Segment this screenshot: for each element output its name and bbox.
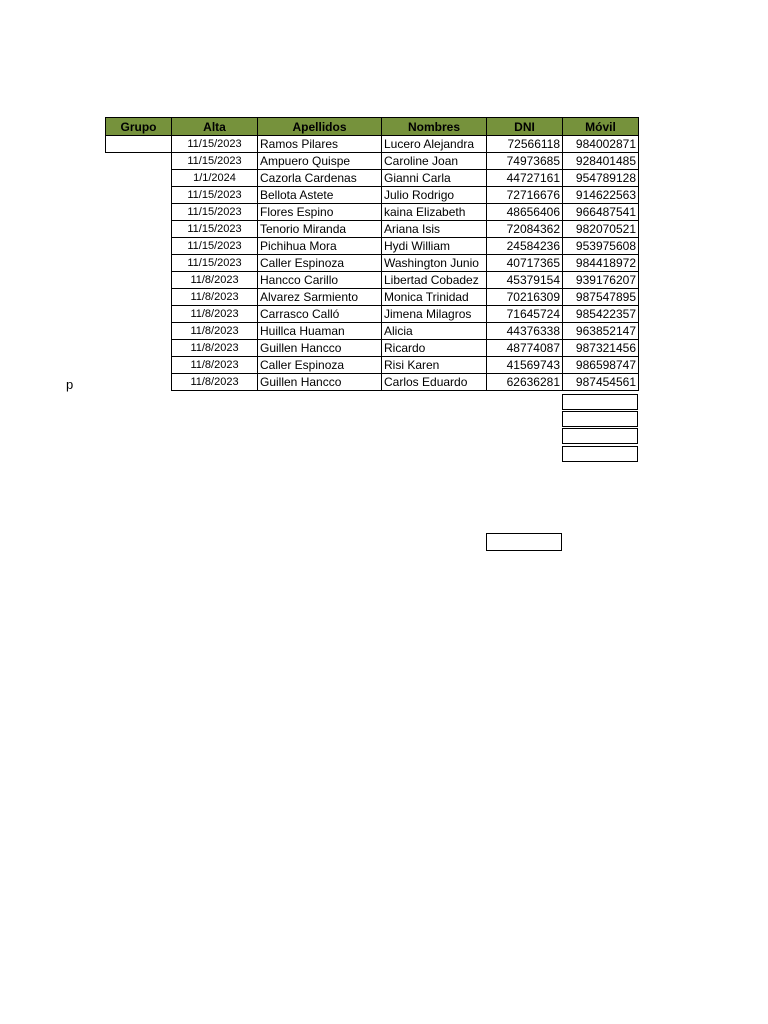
cell-apellidos[interactable]: Flores Espino [258,204,382,221]
cell-apellidos[interactable]: Guillen Hancco [258,374,382,391]
cell-grupo[interactable] [106,272,172,289]
cell-movil[interactable]: 982070521 [563,221,639,238]
cell-movil[interactable]: 986598747 [563,357,639,374]
cell-alta[interactable]: 11/15/2023 [172,238,258,255]
cell-movil[interactable]: 984002871 [563,136,639,153]
cell-dni[interactable]: 24584236 [487,238,563,255]
cell-apellidos[interactable]: Bellota Astete [258,187,382,204]
cell-apellidos[interactable]: Carrasco Calló [258,306,382,323]
cell-grupo[interactable] [106,374,172,391]
cell-apellidos[interactable]: Alvarez Sarmiento [258,289,382,306]
cell-alta[interactable]: 11/8/2023 [172,340,258,357]
cell-dni[interactable]: 62636281 [487,374,563,391]
table-row [106,306,639,323]
header-movil[interactable]: Móvil [563,118,639,136]
cell-alta[interactable]: 11/8/2023 [172,357,258,374]
cell-dni[interactable]: 72716676 [487,187,563,204]
cell-grupo[interactable] [106,204,172,221]
cell-alta[interactable]: 1/1/2024 [172,170,258,187]
cell-dni[interactable]: 72566118 [487,136,563,153]
header-dni[interactable]: DNI [487,118,563,136]
table-row [106,187,639,204]
cell-dni[interactable]: 41569743 [487,357,563,374]
table-row [106,255,639,272]
cell-grupo[interactable] [106,221,172,238]
cell-alta[interactable]: 11/15/2023 [172,136,258,153]
cell-movil[interactable]: 984418972 [563,255,639,272]
cell-movil[interactable]: 914622563 [563,187,639,204]
cell-apellidos[interactable]: Ampuero Quispe [258,153,382,170]
cell-apellidos[interactable]: Caller Espinoza [258,357,382,374]
cell-dni[interactable]: 74973685 [487,153,563,170]
header-nombres[interactable]: Nombres [382,118,487,136]
table-row [106,374,639,391]
cell-nombres[interactable]: Julio Rodrigo [382,187,487,204]
cell-movil[interactable]: 954789128 [563,170,639,187]
table-row [106,289,639,306]
empty-cell[interactable] [562,394,638,410]
table-row [106,323,639,340]
cell-movil[interactable]: 939176207 [563,272,639,289]
header-grupo[interactable]: Grupo [106,118,172,136]
stray-text: p [66,377,74,392]
cell-grupo[interactable] [106,340,172,357]
cell-alta[interactable]: 11/15/2023 [172,204,258,221]
empty-cell[interactable] [486,533,562,551]
cell-alta[interactable]: 11/15/2023 [172,221,258,238]
cell-nombres[interactable]: Libertad Cobadez [382,272,487,289]
header-row [106,118,639,136]
cell-dni[interactable]: 45379154 [487,272,563,289]
cell-alta[interactable]: 11/15/2023 [172,255,258,272]
cell-alta[interactable]: 11/8/2023 [172,306,258,323]
cell-dni[interactable]: 40717365 [487,255,563,272]
cell-grupo[interactable] [106,153,172,170]
cell-dni[interactable]: 70216309 [487,289,563,306]
cell-apellidos[interactable]: Caller Espinoza [258,255,382,272]
cell-dni[interactable]: 48774087 [487,340,563,357]
cell-nombres[interactable]: Ariana Isis [382,221,487,238]
empty-cell[interactable] [562,446,638,462]
table-row [106,272,639,289]
table-row [106,136,639,153]
cell-movil[interactable]: 987321456 [563,340,639,357]
cell-dni[interactable]: 44376338 [487,323,563,340]
table-row [106,357,639,374]
cell-nombres[interactable]: Lucero Alejandra [382,136,487,153]
cell-nombres[interactable]: Carlos Eduardo [382,374,487,391]
cell-movil[interactable]: 966487541 [563,204,639,221]
cell-apellidos[interactable]: Cazorla Cardenas [258,170,382,187]
cell-nombres[interactable]: Washington Junio [382,255,487,272]
cell-dni[interactable]: 72084362 [487,221,563,238]
cell-apellidos[interactable]: Ramos Pilares [258,136,382,153]
cell-nombres[interactable]: Risi Karen [382,357,487,374]
cell-grupo[interactable] [106,323,172,340]
cell-movil[interactable]: 985422357 [563,306,639,323]
cell-grupo[interactable] [106,187,172,204]
cell-grupo[interactable] [106,357,172,374]
cell-apellidos[interactable]: Tenorio Miranda [258,221,382,238]
table-row [106,340,639,357]
cell-dni[interactable]: 71645724 [487,306,563,323]
cell-apellidos[interactable]: Huillca Huaman [258,323,382,340]
cell-apellidos[interactable]: Guillen Hancco [258,340,382,357]
cell-alta[interactable]: 11/15/2023 [172,153,258,170]
cell-nombres[interactable]: Caroline Joan [382,153,487,170]
cell-movil[interactable]: 953975608 [563,238,639,255]
cell-alta[interactable]: 11/8/2023 [172,323,258,340]
cell-dni[interactable]: 44727161 [487,170,563,187]
cell-nombres[interactable]: Ricardo [382,340,487,357]
cell-alta[interactable]: 11/8/2023 [172,374,258,391]
cell-grupo[interactable] [106,306,172,323]
empty-cell[interactable] [562,428,638,444]
cell-nombres[interactable]: Hydi William [382,238,487,255]
table-row [106,221,639,238]
cell-alta[interactable]: 11/8/2023 [172,289,258,306]
cell-nombres[interactable]: Monica Trinidad [382,289,487,306]
table-row [106,238,639,255]
cell-grupo[interactable] [106,289,172,306]
cell-apellidos[interactable]: Pichihua Mora [258,238,382,255]
cell-grupo[interactable] [106,136,172,153]
cell-apellidos[interactable]: Hancco Carillo [258,272,382,289]
data-table [105,117,639,391]
cell-movil[interactable]: 928401485 [563,153,639,170]
cell-movil[interactable]: 963852147 [563,323,639,340]
cell-alta[interactable]: 11/8/2023 [172,272,258,289]
cell-nombres[interactable]: Alicia [382,323,487,340]
cell-nombres[interactable]: Jimena Milagros [382,306,487,323]
cell-alta[interactable]: 11/15/2023 [172,187,258,204]
cell-movil[interactable]: 987547895 [563,289,639,306]
cell-grupo[interactable] [106,255,172,272]
header-apellidos[interactable]: Apellidos [258,118,382,136]
cell-dni[interactable]: 48656406 [487,204,563,221]
cell-nombres[interactable]: Gianni Carla [382,170,487,187]
cell-grupo[interactable] [106,170,172,187]
cell-nombres[interactable]: kaina Elizabeth [382,204,487,221]
table-row [106,170,639,187]
table-row [106,153,639,170]
empty-cell[interactable] [562,411,638,427]
cell-movil[interactable]: 987454561 [563,374,639,391]
cell-grupo[interactable] [106,238,172,255]
table-row [106,204,639,221]
header-alta[interactable]: Alta [172,118,258,136]
